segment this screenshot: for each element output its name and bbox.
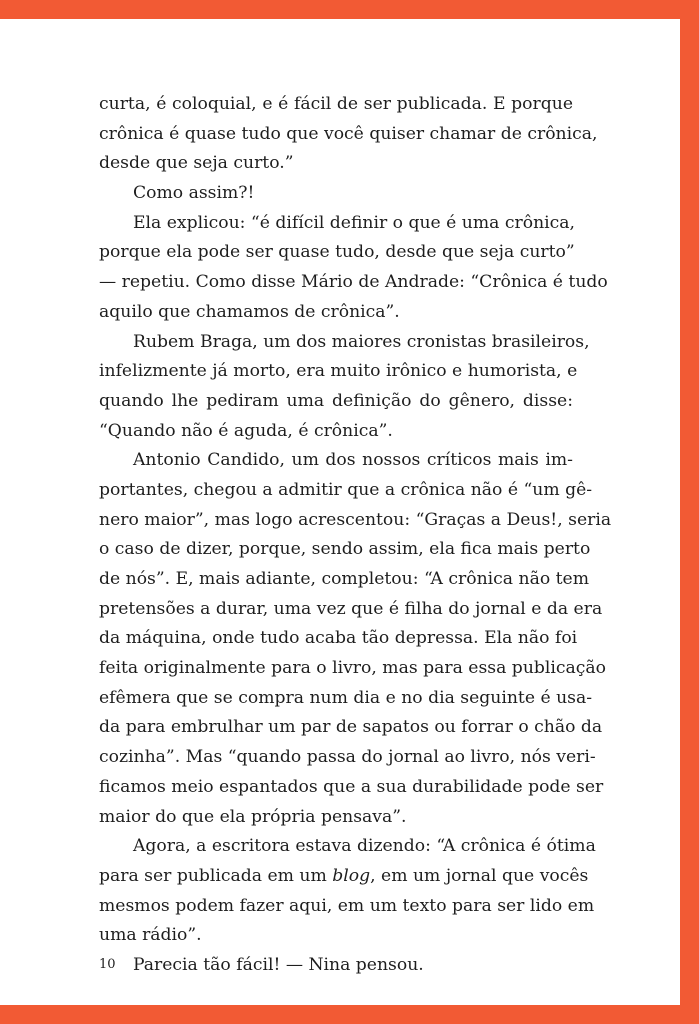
book-page — [0, 19, 680, 1005]
text-line: efêmera que se compra num dia e no dia seguinte é usa- — [99, 687, 593, 708]
text-line: da para embrulhar um par de sapatos ou forrar o chão da — [99, 717, 603, 738]
text-line: “Quando não é aguda, é crônica”. — [99, 420, 393, 441]
text-line: ficamos meio espantados que a sua durabilidade pode ser — [99, 776, 604, 797]
text-segment: para ser publicada em um — [99, 865, 333, 886]
text-line: cozinha”. Mas “quando passa do jornal ao livro, nós veri- — [99, 747, 596, 768]
page-number: 10 — [99, 957, 116, 972]
text-line: — repetiu. Como disse Mário de Andrade: “Crônica é tudo — [99, 272, 608, 293]
body-text — [99, 90, 612, 981]
text-line: feita originalmente para o livro, mas para essa publicação — [99, 658, 606, 679]
text-line: quando lhe pediram uma definição do gênero, disse: — [99, 390, 573, 411]
text-line: porque ela pode ser quase tudo, desde que seja curto” — [99, 242, 575, 263]
text-line: portantes, chegou a admitir que a crônica não é “um gê- — [99, 479, 593, 500]
text-line: de nós”. E, mais adiante, completou: “A crônica não tem — [99, 569, 590, 589]
text-line: Rubem Braga, um dos maiores cronistas brasileiros, — [133, 331, 590, 352]
italic-word: blog — [332, 865, 371, 886]
text-line: Como assim?! — [133, 183, 255, 204]
text-line: maior do que ela própria pensava”. — [99, 806, 407, 827]
text-line: desde que seja curto.” — [99, 153, 294, 174]
text-line: pretensões a durar, uma vez que é filha do jornal e da era — [99, 598, 603, 619]
text-segment: , em um jornal que vocês — [370, 865, 589, 886]
text-line: Parecia tão fácil! — Nina pensou. — [133, 954, 424, 975]
text-line — [99, 862, 589, 892]
text-line: Agora, a escritora estava dizendo: “A crônica é ótima — [133, 836, 596, 857]
text-line: nero maior”, mas logo acrescentou: “Graças a Deus!, seria — [99, 509, 612, 530]
text-line: o caso de dizer, porque, sendo assim, ela fica mais perto — [99, 539, 591, 560]
text-line: infelizmente já morto, era muito irônico e humorista, e — [99, 361, 578, 382]
text-line: aquilo que chamamos de crônica”. — [99, 301, 400, 322]
text-line: uma rádio”. — [99, 925, 202, 946]
text-line: curta, é coloquial, e é fácil de ser publicada. E porque — [99, 94, 573, 114]
text-line: da máquina, onde tudo acaba tão depressa. Ela não foi — [99, 628, 578, 649]
text-line: crônica é quase tudo que você quiser chamar de crônica, — [99, 123, 598, 144]
text-line: mesmos podem fazer aqui, em um texto para ser lido em — [99, 895, 595, 916]
text-line: Ela explicou: “é difícil definir o que é uma crônica, — [133, 212, 575, 233]
text-line: Antonio Candido, um dos nossos críticos mais im- — [133, 450, 573, 471]
